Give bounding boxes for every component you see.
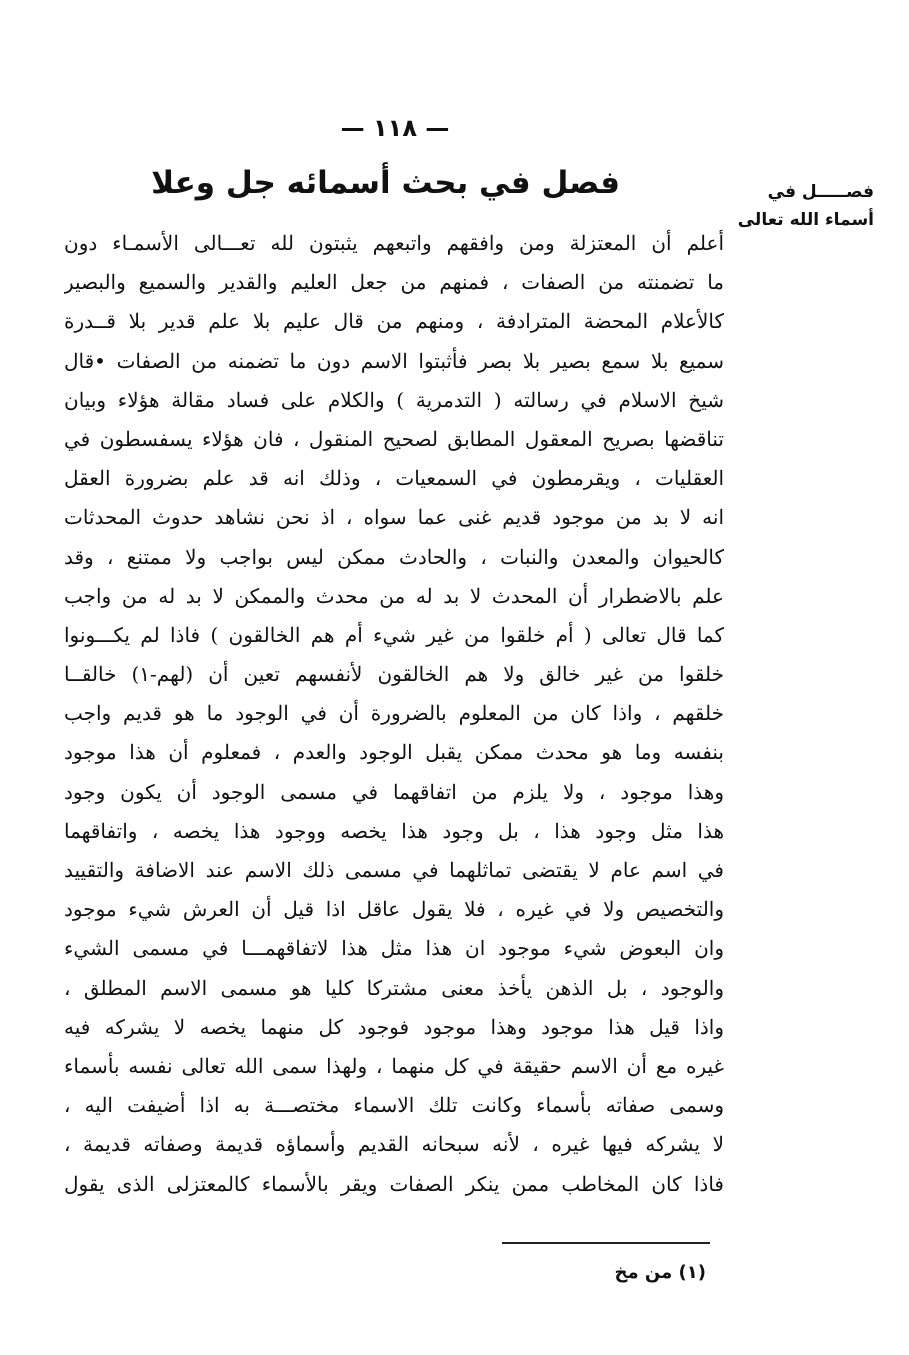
margin-note-line-2: أسماء الله تعالى [737, 210, 874, 230]
text-line: انه لا بد من موجود قديم غنى عما سواه ، اذ نحن نشاهد حدوث المحدثات [64, 505, 724, 530]
text-line: سميع بلا سمع بصير بلا بصر فأثبتوا الاسم دون ما تضمنه من الصفات •قال [64, 348, 724, 373]
body-text [64, 224, 724, 1204]
text-line: واذا قيل هذا موجود وهذا موجود فوجود كل منهما يخصه لا يشركه فيه [64, 1014, 724, 1039]
text-line: غيره مع أن الاسم حقيقة في كل منهما ، ولهذا سمى الله تعالى نفسه بأسماء [64, 1053, 724, 1078]
text-line: كما قال تعالى ( أم خلقوا من غير شيء أم هم الخالقون ) فاذا لم يكـــونوا [64, 622, 724, 647]
text-line: وان البعوض شيء موجود ان هذا مثل هذا لاتفاقهمـــا في مسمى الشيء [64, 936, 724, 961]
text-line: فاذا كان المخاطب ممن ينكر الصفات ويقر بالأسماء كالمعتزلى الذى يقول [64, 1171, 724, 1196]
margin-note [737, 178, 874, 234]
text-line: كالحيوان والمعدن والنبات ، والحادث ممكن ليس بواجب ولا ممتنع ، وقد [64, 544, 724, 569]
text-line: لا يشركه فيها غيره ، لأنه سبحانه القديم وأسماؤه قديمة وصفاته قديمة ، [64, 1132, 724, 1157]
section-heading: فصل في بحث أسمائه جل وعلا [151, 165, 620, 201]
page-number: — ١١٨ — [340, 114, 450, 142]
text-line: في اسم عام لا يقتضى تماثلهما في مسمى ذلك الاسم عند الاضافة والتقييد [64, 858, 724, 882]
text-line: ما تضمنته من الصفات ، فمنهم من جعل العليم والقدير والسميع والبصير [64, 270, 724, 295]
text-line: والتخصيص ولا في غيره ، فلا يقول عاقل اذا قيل أن العرش شيء موجود [64, 897, 724, 922]
text-line: شيخ الاسلام في رسالته ( التدمرية ) والكلام على فساد مقالة هؤلاء وبيان [64, 387, 724, 412]
footnote: (١) من مخ [614, 1262, 706, 1283]
text-line: كالأعلام المحضة المترادفة ، ومنهم من قال عليم بلا علم قدير بلا قــدرة [64, 309, 724, 334]
margin-note-line-1: فصـــــل في [767, 182, 874, 202]
text-line: أعلم أن المعتزلة ومن وافقهم واتبعهم يثبتون لله تعـــالى الأسمـاء دون [64, 231, 724, 255]
text-line: هذا مثل وجود هذا ، بل وجود هذا يخصه ووجود هذا يخصه ، واتفاقهما [64, 818, 724, 843]
text-line: خلقهم ، واذا كان من المعلوم بالضرورة أن في الوجود ما هو قديم واجب [64, 701, 724, 726]
text-line: العقليات ، ويقرمطون في السمعيات ، وذلك انه قد علم بضرورة العقل [64, 466, 724, 491]
text-line: وهذا موجود ، ولا يلزم من اتفاقهما في مسمى الوجود أن يكون وجود [64, 779, 724, 804]
footnote-divider [502, 1242, 710, 1244]
text-line: خلقوا من غير خالق ولا هم الخالقون لأنفسهم تعين أن (لهم-١) خالقــا [64, 662, 724, 687]
text-line: والوجود ، بل الذهن يأخذ معنى مشتركا كليا هو مسمى الاسم المطلق ، [64, 975, 724, 1000]
text-line: علم بالاضطرار أن المحدث لا بد له من محدث والممكن لا بد له من واجب [64, 583, 724, 608]
text-line: تناقضها بصريح المعقول المطابق لصحيح المنقول ، فان هؤلاء يسفسطون في [64, 426, 724, 451]
text-line: وسمى صفاته بأسماء وكانت تلك الاسماء مختصـــة به اذا أضيفت اليه ، [64, 1093, 724, 1118]
text-line: بنفسه وما هو محدث ممكن يقبل الوجود والعدم ، فمعلوم أن هذا موجود [64, 740, 724, 765]
